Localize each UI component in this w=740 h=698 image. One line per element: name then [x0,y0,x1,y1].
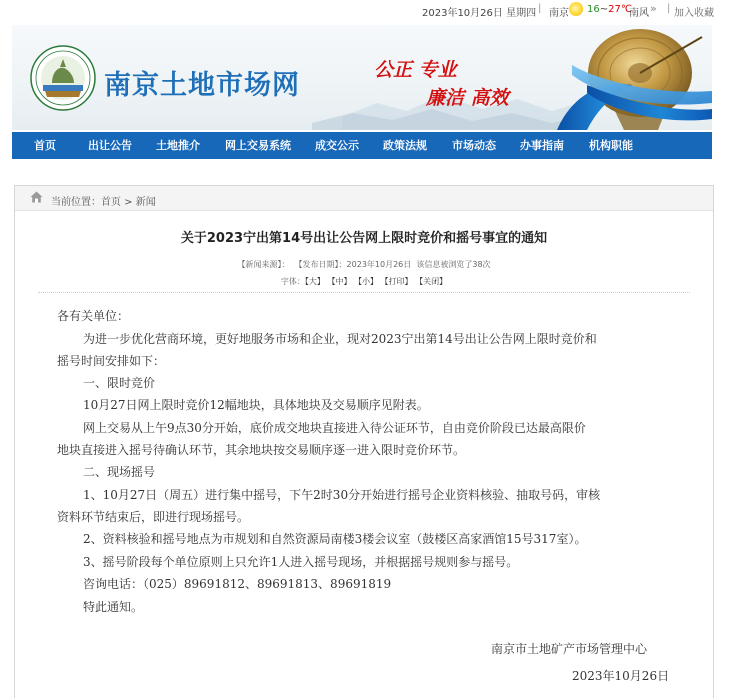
current-date: 2023年10月26日 星期四 [422,8,537,19]
nav-item-home[interactable]: 首页 [34,139,56,152]
article-tools [15,276,713,287]
slogan-line-1: 公正 专业 [374,59,457,81]
weather-city: 南京 [549,8,569,19]
breadcrumb [15,186,713,211]
signature-date: 2023年10月26日 [572,669,670,683]
article-panel [14,185,714,698]
font-small-button[interactable]: 【小】 [354,277,378,286]
paragraph: 网上交易从上午9点30分开始，底价成交地块直接进入待公证环节，自由竞价阶段已达最高限价 [83,421,586,435]
site-title: 南京土地市场网 [104,70,300,101]
paragraph: 1、10月27日（周五）进行集中摇号，下午2时30分开始进行摇号企业资料核验、抽取号码，审核 [83,488,601,502]
paragraph: 10月27日网上限时竞价12幅地块，具体地块及交易顺序见附表。 [83,398,429,412]
paragraph: 二、现场摇号 [83,465,156,479]
site-banner [12,25,712,130]
font-large-button[interactable]: 【大】 [304,277,325,286]
nav-item-online-trading[interactable]: 网上交易系统 [225,139,291,152]
meta-source-label: 【新闻来源】 [237,260,282,269]
signature-org: 南京市土地矿产市场管理中心 [491,642,648,656]
temp-separator: ~ [599,4,609,15]
temp-low: 16 [587,4,600,15]
nav-item-service-guide[interactable]: 办事指南 [520,139,564,152]
wind-direction: 南风 [629,8,649,19]
meta-date-label: 【发布日期】 [294,260,339,269]
paragraph: 各有关单位： [57,309,130,323]
article-meta [15,259,713,270]
nav-item-organization[interactable]: 机构职能 [589,139,633,152]
print-button[interactable]: 【打印】 [380,277,413,286]
paragraph: 2、资料核验和摇号地点为市规划和自然资源局南楼3楼会议室（鼓楼区高家酒馆15号317室）。 [83,532,587,546]
temperature [587,4,632,15]
separator: | [538,3,542,14]
paragraph: 一、限时竞价 [83,376,156,390]
meta-views: 该信息被浏览了38次 [416,260,491,269]
meta-date: ：2023年10月26日 [338,260,412,269]
top-info-bar [0,0,740,22]
main-navigation [12,132,712,159]
nav-item-policies[interactable]: 政策法规 [383,139,427,152]
breadcrumb-text: 当前位置：首页 > 新闻 [51,197,156,208]
add-favorite-link[interactable]: 加入收藏 [674,8,714,19]
paragraph: 资料环节结束后，即进行现场摇号。 [57,510,250,524]
nav-item-land-promotion[interactable]: 土地推介 [156,139,200,152]
paragraph: 摇号时间安排如下： [57,354,166,368]
emblem-logo [30,45,96,111]
home-icon [30,191,43,203]
meta-source-sep: ： [281,260,290,269]
slogan-line-2: 廉洁 高效 [426,87,509,109]
divider [38,292,690,293]
paragraph: 3、摇号阶段每个单位原则上只允许1人进入摇号现场，并根据摇号规则参与摇号。 [83,555,519,569]
temp-high: 27℃ [608,4,633,15]
contact-phone: 咨询电话：（025）89691812、89691813、89691819 [83,577,392,591]
paragraph: 地块直接进入摇号待确认环节，其余地块按交易顺序逐一进入限时竞价环节。 [57,443,466,457]
font-medium-button[interactable]: 【中】 [327,277,352,286]
nav-item-market-news[interactable]: 市场动态 [452,139,496,152]
article-title: 关于2023宁出第14号出让公告网上限时竞价和摇号事宜的通知 [180,231,548,246]
paragraph: 为进一步优化营商环境，更好地服务市场和企业，现对2023宁出第14号出让公告网上限时竞价和 [83,332,597,346]
sun-icon [569,2,583,16]
close-button[interactable]: 【关闭】 [415,277,448,286]
nav-item-deal-publicity[interactable]: 成交公示 [315,139,359,152]
nav-item-transfer-announcements[interactable]: 出让公告 [88,139,132,152]
paragraph: 特此通知。 [83,600,144,614]
font-size-label: 字体： [280,277,305,286]
weather-more-link[interactable]: » [650,2,657,15]
separator: | [667,3,671,14]
